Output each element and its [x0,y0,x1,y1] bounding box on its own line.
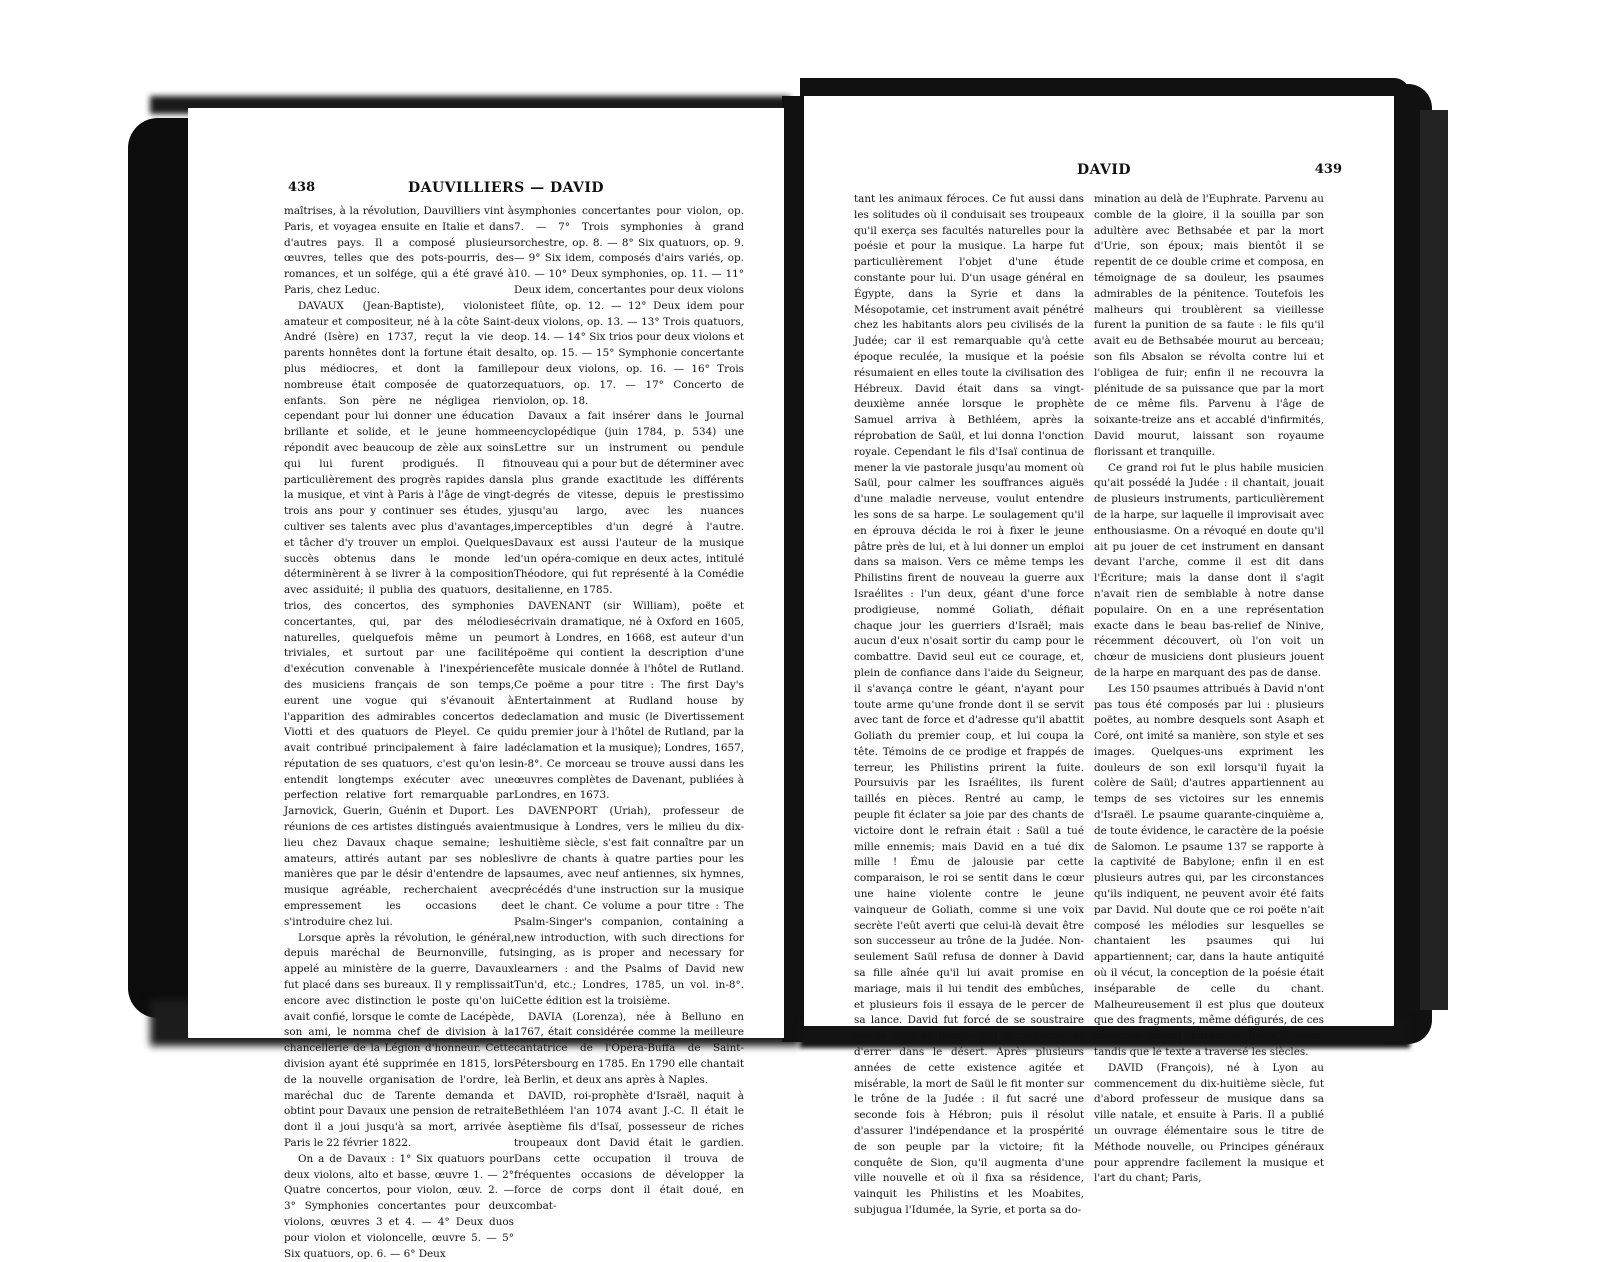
entry-david-francois: DAVID (François), né à Lyon au commencement du dix-huitième siècle, fut d'abord professeur de musique dans sa ville natale, et ensuite à Paris. Il a publié un ouvrage élémentaire sous le titre de Méthode nouvelle, ou Principes généraux pour apprendre facilement la musique et l'art du chant; Paris, [1094,1061,1324,1185]
entry-davia: DAVIA (Lorenza), née à Belluno en 1767, était considérée comme la meilleure cantatrice de l'Opéra-Buffa de Saint-Pétersbourg en 1785. En 1790 elle chantait à Berlin, et deux ans après à Naples. [514,1010,744,1086]
entry-davenant: DAVENANT (sir William), poëte et écrivain dramatique, né à Oxford en 1605, mort à Londres, en 1668, est auteur d'un poëme qui contient la description d'une fête musicale donnée à l'hôtel de Rutland. Ce poëme a pour titre : The first Day's Entertainment at Rudland house by declamation and music (le Divertissement du premier jour à l'hôtel de Rutland, par la déclamation et la musique); Londres, 1657, in-8°. Ce morceau se trouve aussi dans les œuvres complètes de Davenant, publiées à Londres, en 1673. [514,599,744,802]
page-number-right: 439 [1314,162,1342,177]
column-1 [284,204,514,1260]
entry-david: DAVID, roi-prophète d'Israël, naquit à Bethléem l'an 1074 avant J.-C. Il était le septième fils d'Isaï, possesseur de riches troupeaux dont David était le gardien. Dans cette occupation il trouva de fréquentes occasions de développer la force de corps dont il était doué, en combat- [514,1089,744,1213]
paragraph: maîtrises, à la révolution, Dauvilliers vint à Paris, et voyagea ensuite en Italie et dans d'autres pays. Il a composé plusieurs œuvres, telles que des pots-pourris, des romances, et un solfége, qui a été gravé à Paris, chez Leduc. [284,205,514,296]
column-3 [854,192,1084,1216]
running-head-right: DAVID [1076,162,1132,178]
left-page [188,108,784,1260]
paragraph: On a de Davaux : 1° Six quatuors pour deux violons, alto et basse, œuvre 1. — 2° Quatre concertos, pour violon, œuv. 2. — 3° Symphonies concertantes pour deux violons, œuvres 3 et 4. — 4° Deux duos pour violon et violoncelle, œuvre 5. — 5° Six quatuors, op. 6. — 6° Deux [284,1152,514,1260]
paragraph: Les 150 psaumes attribués à David n'ont pas tous été composés par lui : plusieurs poëtes, au nombre desquels sont Asaph et Coré, ont imité sa manière, son style et ses images. Quelques-uns expriment les douleurs de son exil lorsqu'il fuyait la colère de Saül; d'autres appartiennent au temps de ses victoires sur les ennemis d'Israël. Le psaume quarante-cinquième a, de toute évidence, le caractère de la poésie de Salomon. Le psaume 137 se rapporte à la captivité de Babylone; enfin il en est plusieurs autres qui, par les circonstances qu'ils indiquent, ne peuvent avoir été faits par David. Nul doute que ce roi poëte n'ait composé les mélodies sur lesquelles se chantaient les psaumes qui lui appartiennent; car, dans la haute antiquité où il vécut, la conception de la poésie était inséparable de celle du chant. Malheureusement il est plus que douteux que des fragments, même défigurés, de ces mélodies soient parvenus jusqu'à nous, tandis que le texte a traversé les siècles. [1094,682,1324,1059]
paragraph: symphonies concertantes pour violon, op. 7. — 7° Trois symphonies à grand orchestre, op. 8. — 8° Six quatuors, op. 9. — 9° Six idem, composés d'airs variés, op. 10. — 10° Deux symphonies, op. 11. — 11° Deux idem, concertantes pour deux violons et flûte, op. 12. — 12° Deux idem pour deux violons, op. 13. — 13° Trois quatuors, op. 14. — 14° Six trios pour deux violons et alto, op. 15. — 15° Symphonie concertante pour deux violons, op. 16. — 16° Trois quatuors, op. 17. — 17° Concerto de violon, op. 18. [514,205,744,407]
entry-davaux: DAVAUX (Jean-Baptiste), violoniste amateur et compositeur, né à la côte Saint-André (Isère) en 1737, reçut la vie de parents honnêtes dont la fortune était des plus médiocres, et dont la famille nombreuse était composée de quatorze enfants. Son père ne négligea rien cependant pour lui donner une éducation brillante et solide, et le jeune homme répondit avec beaucoup de zèle aux soins qui lui furent prodigués. Il fit particulièrement des progrès rapides dans la musique, et vint à Paris à l'âge de vingt-trois ans pour y continuer ses études, y cultiver ses talents avec plus d'avantages, et tâcher d'y trouver un emploi. Quelques succès obtenus dans le monde le déterminèrent à se livrer à la composition avec assiduité; il publia des quatuors, des trios, des concertos, des symphonies concertantes, qui, par des mélodies naturelles, quelquefois même un peu triviales, et surtout par une facilité d'exécution convenable à l'inexpérience des musiciens français de son temps, eurent une vogue qui s'évanouit à l'apparition des admirables concertos de Viotti et des quatuors de Pleyel. Ce qui avait contribué principalement à faire la réputation de ses quatuors, c'est qu'on les entendit longtemps exécuter avec une perfection relative fort remarquable par Jarnovick, Guerin, Guénin et Duport. Les réunions de ces artistes distingués avaient lieu chez Davaux chaque semaine; les amateurs, attirés autant par ses nobles manières que par le désir d'entendre de la musique agréable, recherchaient avec empressement les occasions de s'introduire chez lui. [284,299,514,928]
scan-shadow-top-right [800,78,1410,98]
paragraph: Davaux a fait insérer dans le Journal encyclopédique (juin 1784, p. 534) une Lettre sur un instrument ou pendule nouveau qui a pour but de déterminer avec la plus grande exactitude les différents degrés de vitesse, depuis le prestissimo jusqu'au largo, avec les nuances imperceptibles d'un degré à l'autre. Davaux est aussi l'auteur de la musique d'un opéra-comique en deux actes, intitulé Théodore, qui fut représenté à la Comédie italienne, en 1785. [514,410,744,597]
left-page-header [188,180,784,200]
book-spine [782,96,806,1042]
right-page-header [804,162,1394,182]
right-page [804,96,1394,1216]
paragraph: Lorsque après la révolution, le général, depuis maréchal de Beurnonville, fut appelé au ministère de la guerre, Davaux fut placé dans ses bureaux. Il y remplissait encore avec distinction le poste qu'on lui avait confié, lorsque le comte de Lacépède, son ami, le nomma chef de division à la chancellerie de la Légion d'honneur. Cette division ayant été supprimée en 1815, lors de la nouvelle organisation de l'ordre, le maréchal duc de Tarente demanda et obtint pour Davaux une pension de retraite dont il a joui jusqu'à sa mort, arrivée à Paris le 22 février 1822. [284,931,514,1150]
column-2 [514,204,744,1213]
paragraph: mination au delà de l'Euphrate. Parvenu au comble de la gloire, il la souilla par son adultère avec Bethsabée et par la mort d'Urie, son époux; mais bientôt il se repentit de ce double crime et composa, en témoignage de sa douleur, les psaumes admirables de la pénitence. Toutefois les malheurs qui troublèrent sa vieillesse furent la punition de sa faute : le fils qu'il avait eu de Bethsabée mourut au berceau; son fils Absalon se révolta contre lui et l'obligea de fuir; enfin il ne recouvra la plénitude de sa puissance que par la mort de ce même fils. Parvenu à l'âge de soixante-treize ans et accablé d'infirmités, David mourut, laissant son royaume florissant et tranquille. [1094,193,1324,458]
column-4 [1094,192,1324,1185]
book-edge-right-pages [1420,110,1448,1010]
entry-davenport: DAVENPORT (Uriah), professeur de musique à Londres, vers le milieu du dix-huitième siècle, s'est fait connaître par un livre de chants à quatre parties pour les psaumes, avec neuf antiennes, six hymnes, précédés d'une instruction sur la musique et le chant. Ce volume a pour titre : The Psalm-Singer's companion, containing a new introduction, with such directions for singing, as is proper and necessary for learners : and the Psalms of David new Tun'd, etc.; Londres, 1785, un vol. in-8°. Cette édition est la troisième. [514,805,744,1007]
page-number-left: 438 [288,180,316,195]
paragraph: tant les animaux féroces. Ce fut aussi dans les solitudes où il conduisait ses troupeaux qu'il exerça ses facultés naturelles pour la poésie et pour la musique. La harpe fut particulièrement l'objet d'une étude constante pour lui. D'un usage général en Égypte, dans la Syrie et dans la Mésopotamie, cet instrument avait pénétré chez les habitants alors peu civilisés de la Judée; car il est remarquable qu'à cette époque reculée, la musique et la poésie résumaient en elles toute la civilisation des Hébreux. David était dans sa vingt-deuxième année lorsque le prophète Samuel arriva à Bethléem, après la réprobation de Saül, et lui donna l'onction royale. Cependant le fils d'Isaï continua de mener la vie pastorale jusqu'au moment où Saül, pour calmer les souffrances aiguës d'une maladie nerveuse, voulut entendre les sons de sa harpe. Le soulagement qu'il en éprouva décida le roi à fixer le jeune pâtre près de lui, et à lui donner un emploi dans sa maison. Vers ce même temps les Philistins firent de nouveau la guerre aux Israélites : l'un deux, géant d'une force prodigieuse, nommé Goliath, défiait chaque jour les guerriers d'Israël; mais aucun d'eux n'osait sortir du camp pour le combattre. David seul eut ce courage, et, plein de confiance dans l'aide du Seigneur, il s'avança contre le géant, n'ayant pour toute arme qu'une fronde dont il se servit avec tant de force et d'adresse qu'il abattit Goliath du premier coup, et lui coupa la tête. Témoins de ce prodige et frappés de terreur, les Philistins prirent la fuite. Poursuivis par les Israélites, ils furent taillés en pièces. Rentré au camp, le peuple fit éclater sa joie par des chants de victoire dont le refrain était : Saül a tué mille ennemis; mais David en a tué dix mille ! Ému de jalousie par cette comparaison, le roi se sentit dans le cœur une haine violente contre le jeune vainqueur de Goliath, comme si une voix secrète l'eût averti que celui-là devait être son successeur au trône de la Judée. Non-seulement Saül refusa de donner à David sa fille aînée qu'il lui avait promise en mariage, mais il lui tendit des embûches, et plusieurs fois il essaya de le percer de sa lance. David fut forcé de se soustraire par la fuite au danger qui le menaçait, et d'errer dans le désert. Après plusieurs années de cette existence agitée et misérable, la mort de Saül le fit monter sur le trône de la Judée : il fut sacré une seconde fois à Hébron; puis il résolut d'assurer l'indépendance et la prospérité de son peuple par la victoire; fit la conquête de Sion, qu'il augmenta d'une ville nouvelle et où il fixa sa résidence, vainquit les Philistins et les Moabites, subjugua l'Idumée, la Syrie, et porta sa do- [854,193,1084,1216]
running-head-left: DAUVILLIERS — DAVID [407,180,605,196]
paragraph: Ce grand roi fut le plus habile musicien qu'ait possédé la Judée : il chantait, jouait de plusieurs instruments, particulièrement de la harpe, sur laquelle il improvisait avec enthousiasme. On a révoqué en doute qu'il ait pu jouer de cet instrument en dansant devant l'arche, comme il est dit dans l'Écriture; mais la danse dont il s'agit n'avait rien de semblable à notre danse populaire. On en a une représentation exacte dans le beau bas-relief de Ninive, récemment découvert, où l'on voit un chœur de musiciens dont plusieurs jouent de la harpe en marquant des pas de danse. [1094,461,1324,679]
